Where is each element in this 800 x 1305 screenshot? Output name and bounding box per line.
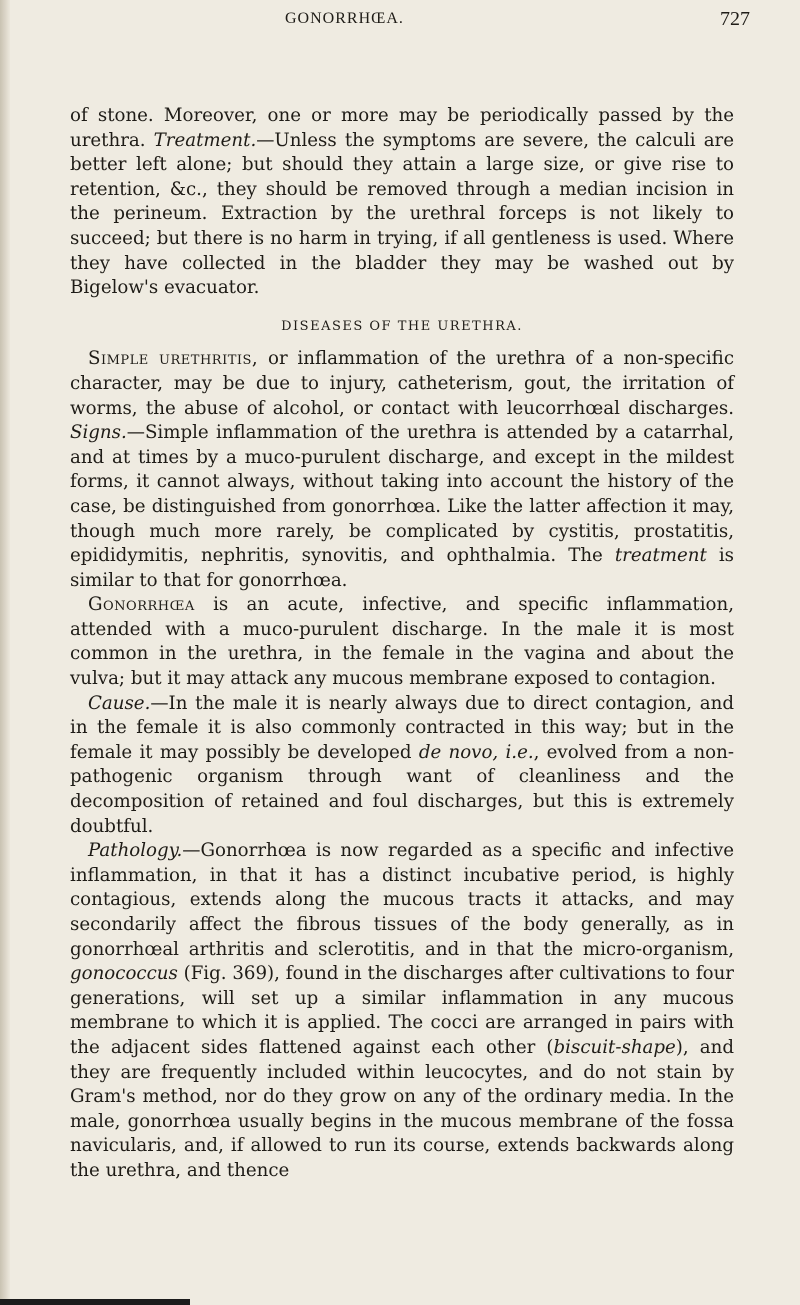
paragraph-pathology [70, 839, 734, 1183]
text-run: or inflammation of the urethra of a non-specific character, may be due to injury, catheterism, gout, the irritation of worms, the abuse of alcohol, or contact with leucorrhœal discharges. [70, 348, 735, 419]
italic-run: de novo, i.e. [418, 741, 534, 763]
italic-run: treatment [614, 545, 707, 567]
paragraph-simple-urethritis [70, 347, 734, 593]
italic-run: Cause. [88, 692, 151, 714]
page-edge-shadow [0, 0, 10, 1305]
text-run: —Simple inflammation of the urethra is attended by a catarrhal, and at times by a muco-purulent discharge, and except in the mildest forms, it cannot always, without taking into account the history of the case, be distinguished from gonorrhœa. Like the latter affection it may, though much more rarely, be complicated by cystitis, prostatitis, epididymitis, nephritis, synovitis, and ophthalmia. The [70, 422, 734, 567]
italic-run: Signs. [70, 422, 127, 444]
page-number: 727 [720, 8, 750, 30]
italic-run: gonococcus [70, 963, 178, 985]
page-body [70, 104, 734, 1184]
page-header [0, 8, 800, 38]
text-run: (Fig. 369), found in the discharges after cultivations to four generations, will set up a similar inflammation in any mucous membrane to which it is applied. The cocci are arranged in pairs with the adjacent sides flattened against each other ( [70, 963, 734, 1058]
scan-artifact-bar [0, 1299, 190, 1305]
small-caps-term: Gonorrhœa [88, 594, 195, 616]
running-head: GONORRHŒA. [285, 10, 404, 27]
paragraph-gonorrhoea [70, 593, 734, 691]
text-run: —Unless the symptoms are severe, the calculi are better left alone; but should they attain a large size, or give rise to retention, &c., they should be removed through a median incision in the perineum. Extraction by the urethral forceps is not likely to succeed; but there is no harm in trying, if all gentleness is used. Where they have collected in the bladder they may be washed out by Bigelow's evacuator. [70, 129, 734, 299]
small-caps-term: Simple urethritis, [88, 348, 259, 370]
text-run: —In the male it is nearly always due to direct contagion, and in the female it is also commonly contracted in this way; but in the female it may possibly be developed [70, 692, 734, 763]
section-heading: DISEASES OF THE URETHRA. [281, 318, 523, 334]
text-run: ), and they are frequently included within leucocytes, and do not stain by Gram's method, nor do they grow on any of the ordinary media. In the male, gonorrhœa usually begins in the mucous membrane of the fossa navicularis, and, if allowed to run its course, extends backwards along the urethra, and thence [70, 1036, 735, 1181]
paragraph-calculi-treatment [70, 104, 734, 301]
text-run: , evolved from a non-pathogenic organism through want of cleanliness and the decomposition of retained and foul discharges, but this is extremely doubtful. [70, 741, 734, 837]
italic-run: Pathology. [88, 840, 183, 862]
paragraph-cause [70, 692, 734, 840]
italic-run: biscuit-shape [553, 1036, 676, 1058]
italic-run: Treatment. [153, 129, 257, 151]
text-run: is similar to that for gonorrhœa. [70, 545, 734, 591]
text-run: is an acute, infective, and specific inflammation, attended with a muco-purulent discharge. In the male it is most common in the urethra, in the female in the vagina and about the vulva; but it may attack any mucous membrane exposed to contagion. [70, 594, 734, 690]
text-run: —Gonorrhœa is now regarded as a specific and infective inflammation, in that it has a distinct incubative period, is highly contagious, extends along the mucous tracts it attacks, and may secondarily affect the fibrous tissues of the body generally, as in gonorrhœal arthritis and sclerotitis, and in that the micro-organism, [70, 840, 734, 960]
text-run: of stone. Moreover, one or more may be periodically passed by the urethra. [70, 105, 734, 151]
